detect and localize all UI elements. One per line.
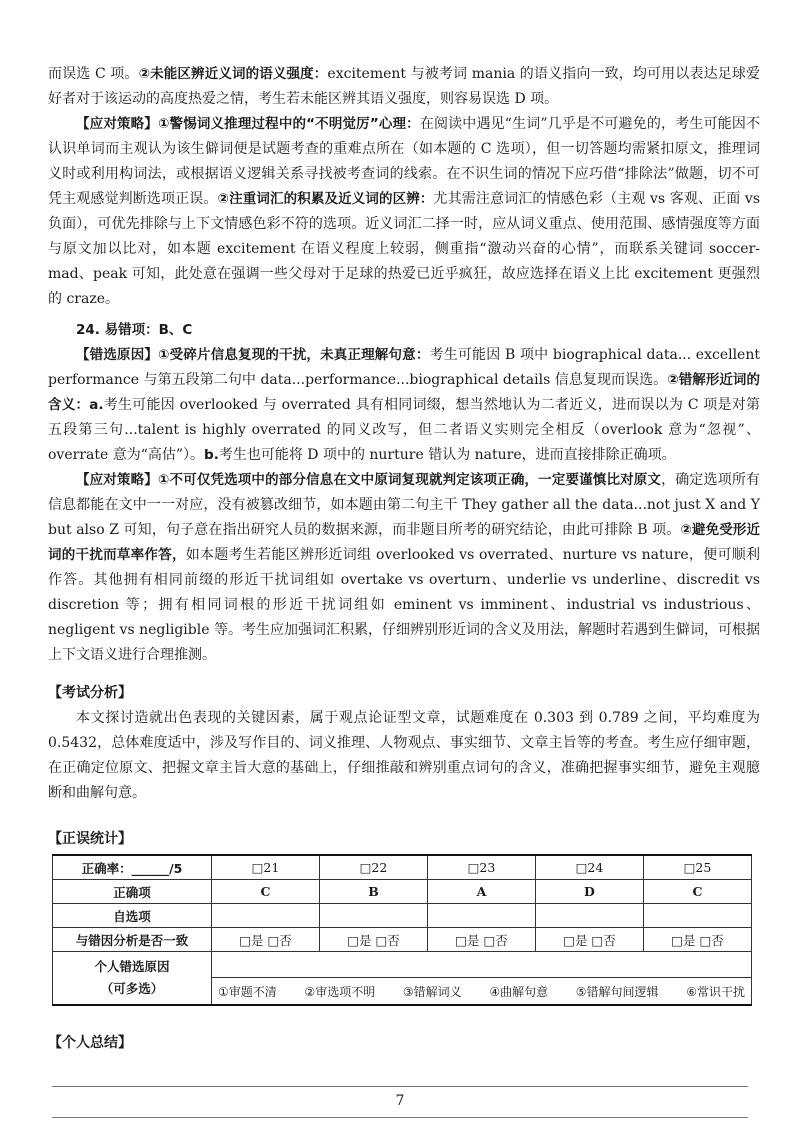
self-choice-cell[interactable] xyxy=(535,904,643,928)
self-choice-cell[interactable] xyxy=(319,904,427,928)
question-checkbox-23[interactable]: □23 xyxy=(427,855,535,880)
text: excitement 与被考词 mania 的语义指向一致，均可用以表达足球爱好者对于该运动的高度热爱之情，考生若未能区辨其语义强度，则容易误选 D 项。 xyxy=(48,66,760,107)
bold-heading: ②未能区辨近义词的语义强度： xyxy=(138,66,328,82)
correct-label: 正确项 xyxy=(53,880,212,904)
self-choice-label: 自选项 xyxy=(53,904,212,928)
question-checkbox-25[interactable]: □25 xyxy=(643,855,751,880)
answer-cell: C xyxy=(643,880,751,904)
answer-cell: B xyxy=(319,880,427,904)
text: 如本题考生若能区辨形近词组 overlooked vs overrated、nurture vs nature，便可顺利作答。其他拥有相同前缀的形近干扰词组如 overtake vs overturn、underlie vs underline、discredit vs discretion 等；拥有相同词根的形近干扰词组如 eminent vs imminent、industrial vs industrious、negligent vs negligible 等。考生应加强词汇积累，仔细辨别形近词的含义及用法，解题时若遇到生僻词，可根据上下文语义进行合理推测。 xyxy=(48,547,760,663)
text: ，确定选项所有信息都能在文中一一对应，没有被篡改细节，如本题由第二句主干 They gather all the data...not just X and Y but also Z 可知，句子意在指出研究人员的数据来源，而非题目所考的研究结论，由此可排除 B 项。 xyxy=(48,472,761,538)
question-checkbox-24[interactable]: □24 xyxy=(535,855,643,880)
text: 尤其需注意词汇的情感色彩（主观 vs 客观、正面 vs 负面），可优先排除与上下文情感色彩不符的选项。近义词汇二择一时，应从词义重点、使用范围、感情强度等方面与原文加以比对，如本题 excitement 在语义程度上较弱，侧重指“激动兴奋的心情”，而联系关键词 soccer-mad、peak 可知，此处意在强调一些父母对于足球的热爱已近乎疯狂，故应选择在语义上比 excitement 更强烈的 craze。 xyxy=(48,191,761,307)
reason-option[interactable]: ④曲解句意 xyxy=(489,984,549,999)
page-number: 7 xyxy=(395,1093,405,1109)
bold-marker: a. xyxy=(89,397,104,413)
bold-heading: ②注重词汇的积累及近义词的区辨： xyxy=(217,191,434,207)
reason-options-cell xyxy=(212,952,752,1006)
reason-option[interactable]: ⑥常识干扰 xyxy=(686,984,745,999)
self-choice-cell[interactable] xyxy=(212,904,320,928)
bold-marker: b. xyxy=(204,447,219,463)
paragraph-4 xyxy=(48,468,760,668)
text: 考生也可能将 D 项中的 nurture 错认为 nature，进而直接排除正确项。 xyxy=(218,447,676,463)
stats-title: 【正误统计】 xyxy=(48,831,132,847)
table-row xyxy=(53,855,752,880)
match-option[interactable]: □是 □否 xyxy=(427,928,535,952)
reason-label-line: （可多选） xyxy=(100,981,164,996)
text: 考生可能因 overlooked 与 overrated 具有相同词缀，想当然地认为二者近义，进而误以为 C 项是对第五段第三句...talent is highly overrated 的同义改写，但二者语义实则完全相反（overlook 意为“忽视”、overrate 意为“高估”）。 xyxy=(48,397,760,463)
answer-cell: D xyxy=(535,880,643,904)
bold-heading: 【错选原因】①受碎片信息复现的干扰，未真正理解句意： xyxy=(76,347,430,363)
table-row xyxy=(53,904,752,928)
question-checkbox-22[interactable]: □22 xyxy=(319,855,427,880)
reason-option[interactable]: ②审选项不明 xyxy=(304,984,376,999)
answer-cell: C xyxy=(212,880,320,904)
bold-emphasis: 谨慎比对原文 xyxy=(579,472,662,488)
exam-analysis-text: 本文探讨造就出色表现的关键因素，属于观点论证型文章，试题难度在 0.303 到 0.789 之间，平均难度为 0.5432，总体难度适中，涉及写作目的、词义推理、人物观点、事实细节、文章主旨等的考查。考生应仔细审题，在正确定位原文、把握文章主旨大意的基础上，仔细推敲和辨别重点词句的含义，准确把握事实细节，避免主观臆断和曲解句意。 xyxy=(48,710,760,801)
reason-write-area[interactable] xyxy=(212,952,751,978)
bold-heading: ②避免受形近词的干扰而草率作答， xyxy=(48,522,760,563)
paragraph-3 xyxy=(48,343,760,468)
stats-table xyxy=(52,854,752,1006)
text: 而误选 C 项。 xyxy=(48,66,139,82)
table-row xyxy=(53,928,752,952)
bold-heading: 【应对策略】①不可仅凭选项中的部分信息在文中原词复现就判定该项正确，一定要 xyxy=(76,472,580,488)
summary-title: 【个人总结】 xyxy=(48,1035,132,1051)
reason-option[interactable]: ①审题不清 xyxy=(218,984,277,999)
reason-label-line: 个人错选原因 xyxy=(94,959,170,974)
reason-label xyxy=(53,952,212,1006)
match-option[interactable]: □是 □否 xyxy=(212,928,320,952)
paragraph-1 xyxy=(48,62,760,112)
page-content xyxy=(48,62,760,1118)
text: 在阅读中遇见“生词”几乎是不可避免的，考生可能因不认识单词而主观认为该生僻词便是试题考查的重难点所在（如本题的 C 选项），但一切答题均需紧扣原文，推理词义时或利用构词法，或根据语义逻辑关系寻找被考查词的线索。在不识生词的情况下应巧借“排除法”做题，切不可凭主观感觉判断选项正误。 xyxy=(48,116,760,207)
question-checkbox-21[interactable]: □21 xyxy=(212,855,320,880)
accuracy-cell[interactable]: 正确率：______/5 xyxy=(53,855,212,880)
exam-analysis-title: 【考试分析】 xyxy=(48,685,132,701)
reason-option[interactable]: ③错解词义 xyxy=(402,984,462,999)
match-option[interactable]: □是 □否 xyxy=(535,928,643,952)
question-24-title xyxy=(48,318,760,343)
match-label: 与错因分析是否一致 xyxy=(53,928,212,952)
self-choice-cell[interactable] xyxy=(643,904,751,928)
self-choice-cell[interactable] xyxy=(427,904,535,928)
summary-line[interactable] xyxy=(52,1056,748,1087)
paragraph-2 xyxy=(48,112,760,312)
reason-option[interactable]: ⑤错解句间逻辑 xyxy=(575,984,659,999)
bold-heading: 【应对策略】①警惕词义推理过程中的“不明觉厉”心理： xyxy=(76,116,420,132)
bold-heading: ②错解形近词的含义： xyxy=(48,372,760,413)
reason-options xyxy=(212,978,751,1004)
table-row xyxy=(53,880,752,904)
match-option[interactable]: □是 □否 xyxy=(319,928,427,952)
match-option[interactable]: □是 □否 xyxy=(643,928,751,952)
text: 考生可能因 B 项中 biographical data... excellent performance 与第五段第二句中 data...performance...biographical details 信息复现而误选。 xyxy=(48,347,760,388)
question-title: 24. 易错项：B、C xyxy=(76,322,193,338)
table-row xyxy=(53,952,752,1006)
answer-cell: A xyxy=(427,880,535,904)
